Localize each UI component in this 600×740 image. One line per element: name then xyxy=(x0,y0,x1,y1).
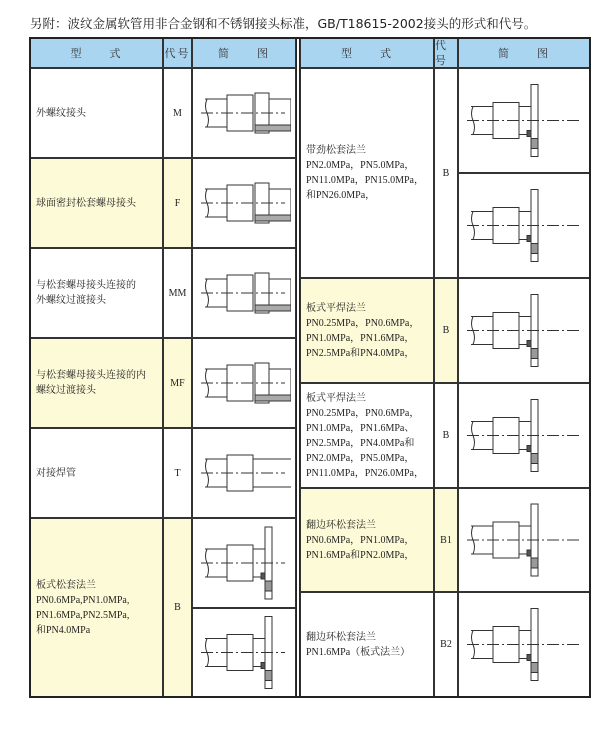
table-row-type-text: 与松套螺母接头连接的 外螺纹过渡接头 xyxy=(36,280,136,306)
table-row-code-text: T xyxy=(174,467,181,479)
table-row-type-text: 翻边环松套法兰 PN0.6MPa，PN1.0MPa， PN1.6MPa和PN2.0MPa， xyxy=(306,519,415,561)
table-row-code xyxy=(163,68,192,158)
table-row-code-text: B xyxy=(442,167,450,179)
table-row-type-text: 球面密封松套螺母接头 xyxy=(36,197,136,209)
diagram-male-thread-fitting xyxy=(192,68,296,158)
left-header-diagram xyxy=(192,38,296,68)
diagram-lap-ring-flange xyxy=(458,488,590,592)
diagram-neck-loose-flange-1 xyxy=(458,68,590,173)
table-row-code xyxy=(434,488,458,592)
diagram-male-adapter xyxy=(192,248,296,338)
table-row-type xyxy=(30,248,163,338)
table-row-code xyxy=(163,248,192,338)
right-header-diagram xyxy=(458,38,590,68)
diagram-butt-weld-pipe xyxy=(192,428,296,518)
table-row-type xyxy=(30,68,163,158)
table-row-code-text: B xyxy=(174,602,181,613)
table-row-type xyxy=(300,383,434,488)
table-row-code-text: M xyxy=(173,107,182,119)
table-row-code-text: B1 xyxy=(440,534,452,546)
left-header-type-text: 型 式 xyxy=(70,46,123,60)
table-row-code xyxy=(163,518,192,697)
table-row-code xyxy=(163,158,192,248)
diagram-plate-loose-flange-1 xyxy=(192,518,296,608)
table-row-code-text: B xyxy=(442,325,450,336)
diagram-spherical-seal-nut-fitting xyxy=(192,158,296,248)
document-title: 另附：波纹金属软管用非合金钢和不锈钢接头标准，GB/T18615-2002接头的形式和代号。 xyxy=(30,16,537,31)
table-row-type xyxy=(30,338,163,428)
right-header-diagram-text: 简 图 xyxy=(498,46,550,60)
table-row-code-text: B xyxy=(442,430,450,441)
diagram-lap-ring-plate-flange xyxy=(458,592,590,697)
table-row-type-text: 对接焊管 xyxy=(36,467,76,479)
left-header-type xyxy=(30,38,163,68)
right-header-type xyxy=(300,38,434,68)
table-row-code-text: MM xyxy=(168,287,187,299)
left-header-code-text: 代号 xyxy=(164,46,191,60)
table-row-type-text: 翻边环松套法兰 PN1.6MPa（板式法兰） xyxy=(306,631,411,658)
table-row-type-text: 带劲松套法兰 PN2.0MPa，PN5.0MPa， PN11.0MPa，PN15.0MPa， 和PN26.0MPa， xyxy=(306,145,424,201)
table-row-code-text: F xyxy=(174,197,181,209)
table-row-type xyxy=(300,488,434,592)
table-row-code-text: B2 xyxy=(440,639,452,650)
table-row-type-text: 与松套螺母接头连接的内 螺纹过渡接头 xyxy=(36,370,146,396)
table-row-type xyxy=(300,592,434,697)
table-row-code xyxy=(434,68,458,278)
table-row-code xyxy=(434,278,458,383)
table-row-code xyxy=(163,428,192,518)
table-row-code xyxy=(434,592,458,697)
diagram-plate-loose-flange-2 xyxy=(192,608,296,697)
diagram-female-adapter xyxy=(192,338,296,428)
diagram-plate-slip-on-flange xyxy=(458,278,590,383)
table-row-type-text: 板式松套法兰 PN0.6MPa,PN1.0MPa, PN1.6MPa,PN2.5MPa, 和PN4.0MPa xyxy=(36,579,130,636)
right-header-code-text: 代号 xyxy=(435,39,448,67)
left-header-code xyxy=(163,38,192,68)
table-divider xyxy=(296,37,300,698)
diagram-weld-neck-flange xyxy=(458,383,590,488)
right-header-type-text: 型 式 xyxy=(341,46,393,60)
table-row-type-text: 板式平焊法兰 PN0.25MPa，PN0.6MPa， PN1.0MPa，PN1.6MPa、 PN2.5MPa，PN4.0MPa和 PN2.0MPa，PN5.0MPa， PN11.0MPa，PN26.0MPa， xyxy=(306,392,424,479)
table-row-type xyxy=(30,158,163,248)
table-row-type xyxy=(300,278,434,383)
left-header-diagram-text: 简 图 xyxy=(218,46,270,60)
table-row-type-text: 外螺纹接头 xyxy=(36,107,86,119)
table-row-code xyxy=(434,383,458,488)
table-row-type xyxy=(300,68,434,278)
table-row-type xyxy=(30,518,163,697)
table-row-type xyxy=(30,428,163,518)
diagram-neck-loose-flange-2 xyxy=(458,173,590,278)
table-row-code-text: MF xyxy=(170,377,185,389)
table-row-code xyxy=(163,338,192,428)
table-row-type-text: 板式平焊法兰 PN0.25MPa，PN0.6MPa， PN1.0MPa，PN1.6MPa， PN2.5MPa和PN4.0MPa， xyxy=(306,302,420,359)
right-header-code xyxy=(434,38,458,68)
